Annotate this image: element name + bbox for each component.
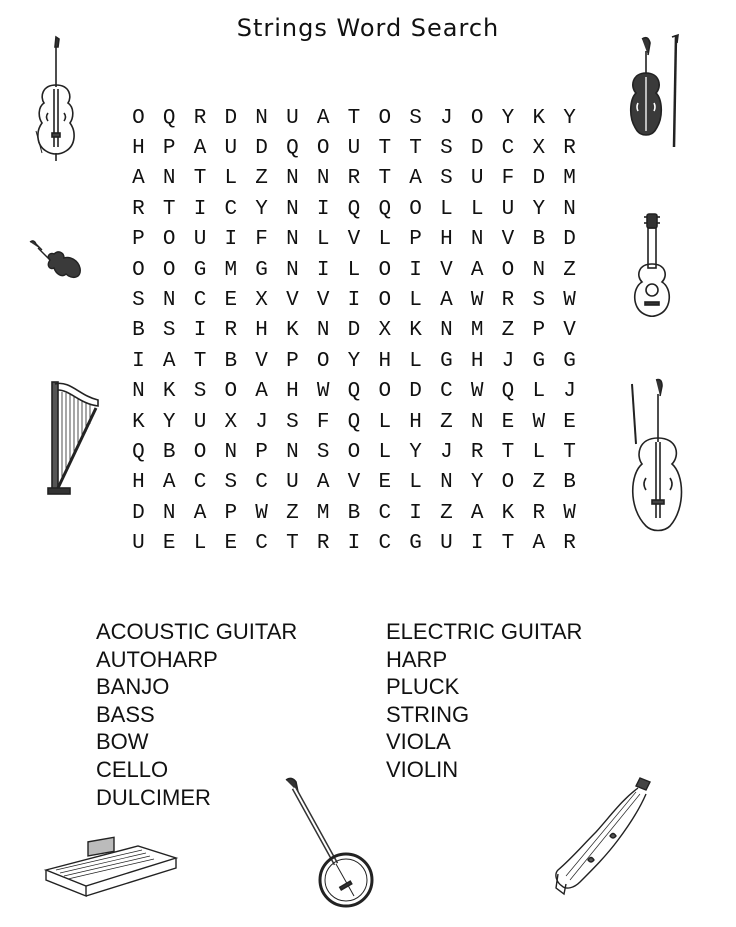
grid-letter[interactable]: R — [501, 289, 515, 313]
grid-letter[interactable]: Y — [532, 197, 546, 221]
grid-letter[interactable]: W — [316, 380, 330, 404]
grid-letter[interactable]: H — [132, 137, 145, 161]
grid-letter[interactable]: S — [440, 137, 453, 161]
grid-letter[interactable]: C — [255, 532, 268, 556]
grid-letter[interactable]: H — [409, 410, 422, 434]
grid-letter[interactable]: Z — [501, 319, 515, 343]
grid-letter[interactable]: T — [193, 349, 207, 373]
grid-letter[interactable]: X — [378, 319, 392, 343]
word-list-item: STRING — [386, 701, 470, 727]
grid-letter[interactable]: S — [132, 289, 145, 313]
grid-letter[interactable]: E — [162, 532, 176, 556]
grid-row — [123, 407, 585, 437]
word-list-item: PLUCK — [386, 674, 460, 700]
grid-letter[interactable]: N — [286, 258, 299, 282]
grid-letter[interactable]: N — [316, 319, 330, 343]
grid-letter[interactable]: U — [440, 532, 453, 556]
grid-letter[interactable]: Q — [347, 197, 361, 221]
word-list-item: BASS — [96, 701, 155, 727]
cello-illustration — [28, 35, 84, 163]
grid-letter[interactable]: P — [224, 501, 238, 525]
grid-letter[interactable]: L — [316, 228, 330, 252]
grid-letter[interactable]: I — [132, 349, 145, 373]
small-violin-illustration — [28, 238, 82, 294]
autoharp-illustration — [42, 828, 182, 898]
word-list-left — [96, 618, 297, 811]
ukulele-illustration — [628, 212, 676, 320]
grid-letter[interactable]: P — [255, 440, 268, 464]
grid-letter[interactable]: N — [162, 501, 176, 525]
grid-letter[interactable]: Z — [440, 410, 453, 434]
word-list-item: DULCIMER — [96, 784, 211, 810]
grid-letter[interactable]: E — [501, 410, 515, 434]
grid-letter[interactable]: W — [470, 380, 484, 404]
grid-row — [123, 468, 585, 498]
grid-row — [123, 377, 585, 407]
grid-letter[interactable]: G — [193, 258, 207, 282]
grid-letter[interactable]: C — [255, 471, 268, 495]
grid-letter[interactable]: O — [378, 289, 392, 313]
grid-letter[interactable]: G — [409, 532, 422, 556]
grid-letter[interactable]: C — [193, 289, 207, 313]
grid-letter[interactable]: L — [409, 471, 422, 495]
grid-letter[interactable]: A — [132, 167, 145, 191]
grid-letter[interactable]: D — [224, 106, 238, 130]
grid-letter[interactable]: Y — [347, 349, 361, 373]
grid-letter[interactable]: T — [501, 440, 515, 464]
grid-letter[interactable]: H — [132, 471, 145, 495]
grid-letter[interactable]: Z — [563, 258, 576, 282]
grid-letter[interactable]: A — [162, 471, 176, 495]
grid-letter[interactable]: T — [347, 106, 361, 130]
grid-letter[interactable]: I — [193, 319, 207, 343]
grid-letter[interactable]: T — [162, 197, 176, 221]
grid-row — [123, 103, 585, 133]
grid-letter[interactable]: F — [501, 167, 515, 191]
word-list-item: ELECTRIC GUITAR — [386, 619, 583, 644]
grid-letter[interactable]: W — [470, 289, 484, 313]
grid-letter[interactable]: D — [255, 137, 268, 161]
grid-letter[interactable]: H — [255, 319, 268, 343]
grid-letter[interactable]: A — [162, 349, 176, 373]
grid-letter[interactable]: N — [440, 319, 453, 343]
grid-letter[interactable]: N — [563, 197, 576, 221]
grid-letter[interactable]: N — [286, 197, 299, 221]
grid-letter[interactable]: G — [255, 258, 268, 282]
grid-letter[interactable]: S — [224, 471, 238, 495]
grid-letter[interactable]: G — [563, 349, 576, 373]
grid-letter[interactable]: J — [563, 380, 576, 404]
word-list-item: HARP — [386, 646, 448, 672]
grid-letter[interactable]: L — [409, 349, 422, 373]
grid-letter[interactable]: H — [440, 228, 453, 252]
grid-letter[interactable]: M — [316, 501, 330, 525]
grid-letter[interactable]: H — [286, 380, 299, 404]
grid-row — [123, 194, 585, 224]
grid-letter[interactable]: P — [286, 349, 299, 373]
grid-letter[interactable]: V — [563, 319, 576, 343]
grid-row — [123, 285, 585, 315]
grid-letter[interactable]: R — [563, 137, 576, 161]
grid-letter[interactable]: U — [470, 167, 484, 191]
letter-grid — [123, 103, 585, 559]
grid-letter[interactable]: A — [316, 471, 330, 495]
grid-letter[interactable]: O — [409, 197, 422, 221]
grid-letter[interactable]: T — [563, 440, 576, 464]
grid-letter[interactable]: Y — [501, 106, 515, 130]
grid-letter[interactable]: Q — [132, 440, 145, 464]
grid-letter[interactable]: C — [501, 137, 515, 161]
grid-letter[interactable]: B — [224, 349, 238, 373]
grid-letter[interactable]: Q — [162, 106, 176, 130]
grid-letter[interactable]: U — [193, 410, 207, 434]
grid-letter[interactable]: C — [378, 532, 392, 556]
grid-letter[interactable]: A — [440, 289, 453, 313]
grid-letter[interactable]: I — [316, 258, 330, 282]
grid-letter[interactable]: Y — [255, 197, 268, 221]
grid-letter[interactable]: W — [255, 501, 268, 525]
grid-letter[interactable]: D — [132, 501, 145, 525]
grid-letter[interactable]: Q — [378, 197, 392, 221]
word-list-item: BOW — [96, 729, 149, 755]
grid-letter[interactable]: O — [378, 258, 392, 282]
grid-letter[interactable]: H — [378, 349, 392, 373]
harp-illustration — [46, 378, 104, 498]
grid-letter[interactable]: T — [501, 532, 515, 556]
grid-letter[interactable]: K — [162, 380, 176, 404]
grid-row — [123, 225, 585, 255]
grid-letter[interactable]: N — [532, 258, 546, 282]
grid-letter[interactable]: T — [378, 167, 392, 191]
word-list-item: VIOLIN — [386, 756, 459, 782]
grid-letter[interactable]: O — [193, 440, 207, 464]
grid-letter[interactable]: E — [563, 410, 576, 434]
grid-letter[interactable]: S — [193, 380, 207, 404]
grid-letter[interactable]: A — [532, 532, 546, 556]
grid-letter[interactable]: B — [347, 501, 361, 525]
grid-letter[interactable]: R — [224, 319, 238, 343]
grid-letter[interactable]: I — [347, 532, 361, 556]
grid-letter[interactable]: U — [286, 106, 299, 130]
grid-letter[interactable]: O — [162, 228, 176, 252]
word-list-item: CELLO — [96, 756, 169, 782]
grid-letter[interactable]: O — [470, 106, 484, 130]
grid-letter[interactable]: Y — [409, 440, 422, 464]
grid-letter[interactable]: X — [255, 289, 268, 313]
grid-letter[interactable]: N — [286, 167, 299, 191]
grid-letter[interactable]: L — [409, 289, 422, 313]
grid-letter[interactable]: B — [162, 440, 176, 464]
grid-letter[interactable]: J — [440, 440, 453, 464]
grid-letter[interactable]: P — [132, 228, 145, 252]
grid-row — [123, 316, 585, 346]
grid-letter[interactable]: Z — [255, 167, 268, 191]
grid-letter[interactable]: F — [255, 228, 268, 252]
word-list-right — [386, 618, 582, 784]
grid-letter[interactable]: G — [532, 349, 546, 373]
grid-letter[interactable]: U — [347, 137, 361, 161]
grid-letter[interactable]: Q — [286, 137, 299, 161]
grid-letter[interactable]: O — [316, 137, 330, 161]
grid-letter[interactable]: W — [532, 410, 546, 434]
dulcimer-illustration — [552, 774, 656, 896]
grid-letter[interactable]: Z — [532, 471, 546, 495]
page-title: Strings Word Search — [236, 14, 500, 42]
grid-letter[interactable]: C — [440, 380, 453, 404]
grid-letter[interactable]: E — [224, 532, 238, 556]
grid-letter[interactable]: S — [316, 440, 330, 464]
grid-letter[interactable]: I — [409, 501, 422, 525]
word-list-item: AUTOHARP — [96, 646, 218, 672]
grid-letter[interactable]: U — [132, 532, 145, 556]
banjo-illustration — [284, 776, 378, 910]
grid-row — [123, 498, 585, 528]
grid-letter[interactable]: I — [316, 197, 330, 221]
grid-letter[interactable]: M — [224, 258, 238, 282]
grid-letter[interactable]: C — [193, 471, 207, 495]
grid-letter[interactable]: O — [316, 349, 330, 373]
grid-letter[interactable]: V — [440, 258, 453, 282]
grid-letter[interactable]: N — [316, 167, 330, 191]
grid-letter[interactable]: F — [316, 410, 330, 434]
grid-letter[interactable]: N — [286, 440, 299, 464]
grid-letter[interactable]: L — [532, 440, 546, 464]
grid-letter[interactable]: A — [193, 501, 207, 525]
grid-letter[interactable]: P — [532, 319, 546, 343]
grid-letter[interactable]: K — [409, 319, 422, 343]
grid-letter[interactable]: I — [347, 289, 361, 313]
grid-letter[interactable]: S — [440, 167, 453, 191]
grid-letter[interactable]: O — [224, 380, 238, 404]
grid-letter[interactable]: D — [563, 228, 576, 252]
grid-letter[interactable]: R — [532, 501, 546, 525]
grid-row — [123, 255, 585, 285]
grid-letter[interactable]: N — [470, 228, 484, 252]
grid-letter[interactable]: C — [224, 197, 238, 221]
grid-letter[interactable]: T — [193, 167, 207, 191]
grid-row — [123, 133, 585, 163]
grid-letter[interactable]: T — [409, 137, 422, 161]
grid-letter[interactable]: J — [255, 410, 268, 434]
grid-letter[interactable]: A — [470, 501, 484, 525]
grid-letter[interactable]: D — [532, 167, 546, 191]
grid-letter[interactable]: J — [440, 106, 453, 130]
grid-letter[interactable]: X — [532, 137, 546, 161]
grid-letter[interactable]: A — [193, 137, 207, 161]
grid-letter[interactable]: N — [286, 228, 299, 252]
grid-letter[interactable]: G — [440, 349, 453, 373]
grid-letter[interactable]: W — [563, 501, 576, 525]
grid-row — [123, 164, 585, 194]
grid-letter[interactable]: N — [470, 410, 484, 434]
grid-letter[interactable]: L — [378, 228, 392, 252]
grid-letter[interactable]: B — [132, 319, 145, 343]
grid-letter[interactable]: N — [224, 440, 238, 464]
grid-letter[interactable]: A — [255, 380, 268, 404]
grid-letter[interactable]: O — [501, 258, 515, 282]
grid-letter[interactable]: L — [470, 197, 484, 221]
grid-letter[interactable]: O — [132, 258, 145, 282]
grid-letter[interactable]: R — [316, 532, 330, 556]
grid-letter[interactable]: U — [501, 197, 515, 221]
violin-bow-illustration — [624, 33, 684, 153]
double-bass-illustration — [624, 378, 686, 536]
grid-letter[interactable]: N — [162, 289, 176, 313]
grid-letter[interactable]: A — [470, 258, 484, 282]
grid-letter[interactable]: B — [532, 228, 546, 252]
grid-letter[interactable]: L — [224, 167, 238, 191]
grid-letter[interactable]: T — [378, 137, 392, 161]
grid-letter[interactable]: V — [347, 228, 361, 252]
grid-letter[interactable]: T — [286, 532, 299, 556]
grid-letter[interactable]: A — [316, 106, 330, 130]
grid-letter[interactable]: R — [470, 440, 484, 464]
grid-letter[interactable]: E — [224, 289, 238, 313]
grid-letter[interactable]: Y — [470, 471, 484, 495]
grid-letter[interactable]: N — [162, 167, 176, 191]
grid-letter[interactable]: E — [378, 471, 392, 495]
grid-letter[interactable]: L — [378, 440, 392, 464]
grid-letter[interactable]: L — [532, 380, 546, 404]
word-list-item: BANJO — [96, 674, 170, 700]
grid-row — [123, 346, 585, 376]
grid-letter[interactable]: M — [563, 167, 576, 191]
grid-letter[interactable]: L — [440, 197, 453, 221]
grid-letter[interactable]: D — [347, 319, 361, 343]
grid-letter[interactable]: K — [132, 410, 145, 434]
word-list-item: ACOUSTIC GUITAR — [96, 619, 298, 644]
grid-letter[interactable]: Z — [286, 501, 299, 525]
grid-letter[interactable]: U — [193, 228, 207, 252]
grid-letter[interactable]: K — [532, 106, 546, 130]
grid-letter[interactable]: I — [193, 197, 207, 221]
grid-letter[interactable]: Y — [162, 410, 176, 434]
grid-letter[interactable]: I — [470, 532, 484, 556]
grid-letter[interactable]: S — [286, 410, 299, 434]
grid-letter[interactable]: I — [224, 228, 238, 252]
grid-row — [123, 528, 585, 558]
grid-letter[interactable]: O — [501, 471, 515, 495]
grid-letter[interactable]: L — [347, 258, 361, 282]
grid-letter[interactable]: V — [316, 289, 330, 313]
grid-letter[interactable]: U — [286, 471, 299, 495]
grid-letter[interactable]: Z — [440, 501, 453, 525]
grid-letter[interactable]: D — [409, 380, 422, 404]
grid-letter[interactable]: O — [347, 440, 361, 464]
grid-letter[interactable]: O — [378, 380, 392, 404]
grid-letter[interactable]: S — [409, 106, 422, 130]
grid-letter[interactable]: S — [162, 319, 176, 343]
grid-letter[interactable]: D — [470, 137, 484, 161]
grid-letter[interactable]: X — [224, 410, 238, 434]
grid-letter[interactable]: I — [409, 258, 422, 282]
grid-letter[interactable]: W — [563, 289, 576, 313]
grid-letter[interactable]: Y — [563, 106, 576, 130]
grid-letter[interactable]: H — [470, 349, 484, 373]
grid-letter[interactable]: K — [501, 501, 515, 525]
grid-letter[interactable]: N — [132, 380, 145, 404]
grid-letter[interactable]: R — [563, 532, 576, 556]
grid-letter[interactable]: P — [409, 228, 422, 252]
grid-letter[interactable]: Q — [347, 410, 361, 434]
grid-letter[interactable]: V — [286, 289, 299, 313]
grid-letter[interactable]: R — [347, 167, 361, 191]
grid-letter[interactable]: J — [501, 349, 515, 373]
grid-letter[interactable]: O — [378, 106, 392, 130]
grid-letter[interactable]: V — [255, 349, 268, 373]
grid-row — [123, 437, 585, 467]
word-list-item: VIOLA — [386, 729, 451, 755]
grid-letter[interactable]: Q — [347, 380, 361, 404]
grid-letter[interactable]: B — [563, 471, 576, 495]
grid-letter[interactable]: U — [224, 137, 238, 161]
grid-letter[interactable]: M — [470, 319, 484, 343]
grid-letter[interactable]: K — [286, 319, 299, 343]
grid-letter[interactable]: O — [132, 106, 145, 130]
grid-letter[interactable]: R — [193, 106, 207, 130]
grid-letter[interactable]: P — [162, 137, 176, 161]
grid-letter[interactable]: L — [193, 532, 207, 556]
grid-letter[interactable]: R — [132, 197, 145, 221]
grid-letter[interactable]: V — [501, 228, 515, 252]
grid-letter[interactable]: S — [532, 289, 546, 313]
grid-letter[interactable]: O — [162, 258, 176, 282]
grid-letter[interactable]: Q — [501, 380, 515, 404]
grid-letter[interactable]: N — [255, 106, 268, 130]
grid-letter[interactable]: C — [378, 501, 392, 525]
grid-letter[interactable]: A — [409, 167, 422, 191]
grid-letter[interactable]: L — [378, 410, 392, 434]
grid-letter[interactable]: V — [347, 471, 361, 495]
grid-letter[interactable]: N — [440, 471, 453, 495]
